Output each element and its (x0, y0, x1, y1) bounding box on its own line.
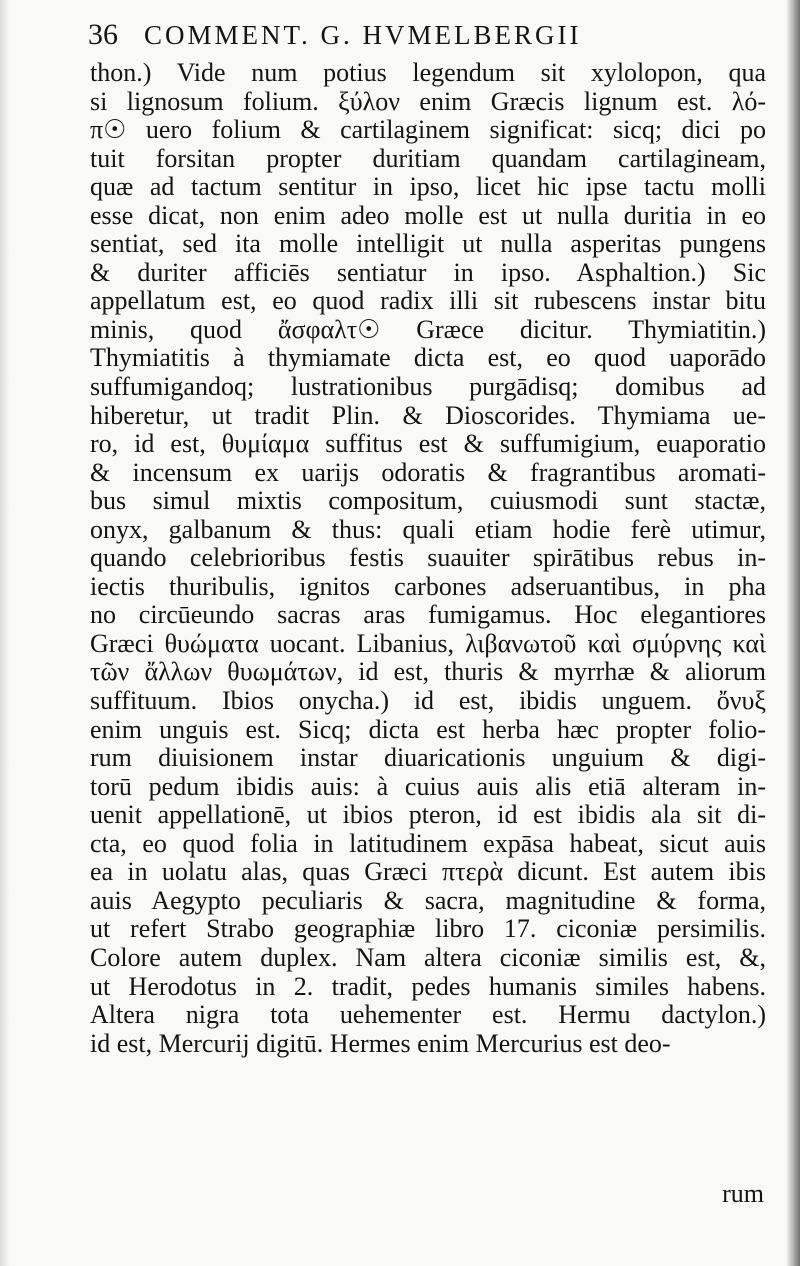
text-line: hiberetur, ut tradit Plin. & Dioscorides. Thymiama ue- (90, 401, 766, 430)
text-line: suffituum. Ibios onycha.) id est, ibidis unguem. ὄνυξ (90, 687, 766, 716)
running-head-title: COMMENT. G. HVMELBERGII (144, 20, 582, 50)
text-line: quæ ad tactum sentitur in ipso, licet hic ipse tactu molli (90, 173, 766, 202)
text-line: ut Herodotus in 2. tradit, pedes humanis similes habens. (90, 972, 766, 1001)
text-line: & duriter afficiēs sentiatur in ipso. Asphaltion.) Sic (90, 258, 766, 287)
text-line: rum diuisionem instar diuaricationis unguium & digi- (90, 744, 766, 773)
text-line: minis, quod ἄσφαλτ☉ Græce dicitur. Thymiatitin.) (90, 315, 766, 344)
running-head (88, 18, 778, 62)
text-line: uenit appellationē, ut ibios pteron, id est ibidis ala sit di- (90, 801, 766, 830)
text-line: & incensum ex uarijs odoratis & fragrantibus aromati- (90, 458, 766, 487)
text-line: Colore autem duplex. Nam altera ciconiæ similis est, &, (90, 943, 766, 972)
text-line: enim unguis est. Sicq; dicta est herba hæc propter folio- (90, 715, 766, 744)
text-line: τῶν ἄλλων θυωμάτων, id est, thuris & myrrhæ & aliorum (90, 658, 766, 687)
text-line: id est, Mercurij digitū. Hermes enim Mercurius est deo- (90, 1029, 671, 1058)
text-line: auis Aegypto peculiaris & sacra, magnitudine & forma, (90, 886, 766, 915)
text-line: suffumigandoq; lustrationibus purgādisq; domibus ad (90, 373, 766, 402)
text-line: thon.) Vide num potius legendum sit xylolopon, qua (90, 59, 766, 87)
text-line: si lignosum folium. ξύλον enim Græcis lignum est. λό- (90, 87, 766, 116)
text-line: π☉ uero folium & cartilaginem significat: sicq; dici po (90, 116, 766, 145)
text-line: onyx, galbanum & thus: quali etiam hodie ferè utimur, (90, 515, 766, 544)
page-number: 36 (88, 18, 118, 51)
text-line: sentiat, sed ita molle intelligit ut nulla asperitas pungens (90, 230, 766, 259)
page-edge-shadow (786, 0, 800, 1266)
text-line: bus simul mixtis compositum, cuiusmodi sunt stactæ, (90, 487, 766, 516)
text-line: ro, id est, θυμίαμα suffitus est & suffumigium, euaporatio (90, 430, 766, 459)
text-line: quando celebrioribus festis suauiter spirātibus rebus in- (90, 544, 766, 573)
text-line: tuit forsitan propter duritiam quandam cartilagineam, (90, 144, 766, 173)
gutter-shadow (0, 0, 10, 1266)
text-line: iectis thuribulis, ignitos carbones adseruantibus, in pha (90, 572, 766, 601)
text-line: torū pedum ibidis auis: à cuius auis alis etiā alteram in- (90, 772, 766, 801)
text-line: Altera nigra tota uehementer est. Hermu dactylon.) (90, 1001, 766, 1030)
text-line: esse dicat, non enim adeo molle est ut nulla duritia in eo (90, 201, 766, 230)
text-line: ea in uolatu alas, quas Græci πτερὰ dicunt. Est autem ibis (90, 858, 766, 887)
text-line: Græci θυώματα uocant. Libanius, λιβανωτοῦ καὶ σμύρνης καὶ (90, 629, 766, 658)
text-line: Thymiatitis à thymiamate dicta est, eo quod uaporādo (90, 344, 766, 373)
text-line: appellatum est, eo quod radix illi sit rubescens instar bitu (90, 287, 766, 316)
catchword: rum (722, 1179, 764, 1208)
body-text (90, 59, 766, 1058)
text-line: ut refert Strabo geographiæ libro 17. ciconiæ persimilis. (90, 915, 766, 944)
text-line: cta, eo quod folia in latitudinem expāsa habeat, sicut auis (90, 829, 766, 858)
text-line: no circūeundo sacras aras fumigamus. Hoc elegantiores (90, 601, 766, 630)
